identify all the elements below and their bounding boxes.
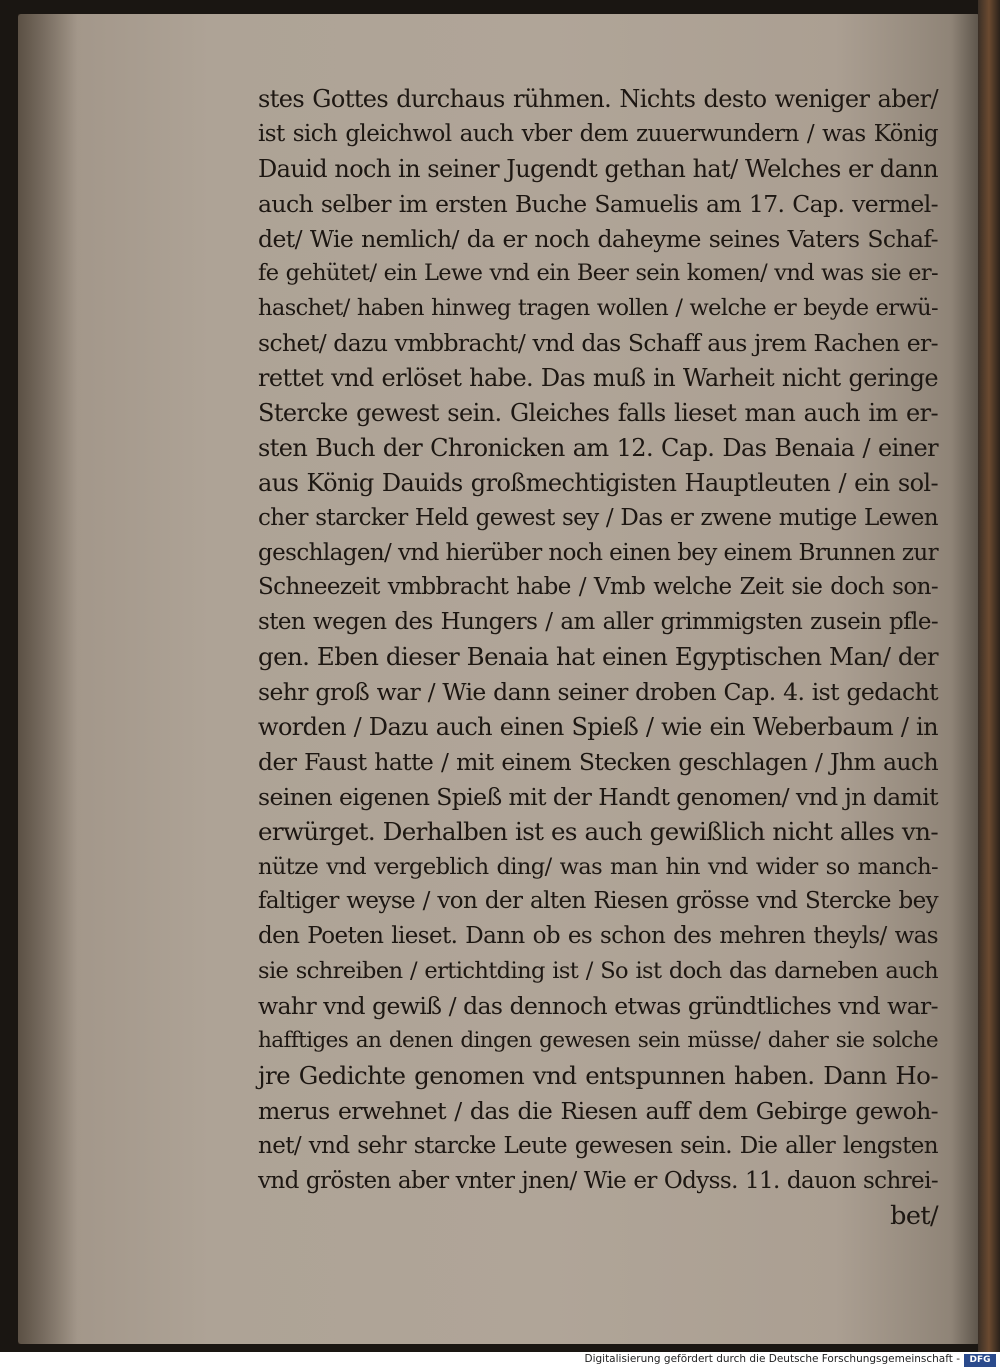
text-line: hafftiges an denen dingen gewesen sein müsse/ daher sie solche bbox=[258, 1028, 938, 1054]
text-line: auch selber im ersten Buche Samuelis am 17. Cap. vermel- bbox=[258, 189, 938, 218]
text-line: worden / Dazu auch einen Spieß / wie ein Weberbaum / in bbox=[258, 713, 938, 742]
text-line: gen. Eben dieser Benaia hat einen Egyptischen Man/ der bbox=[258, 642, 938, 672]
text-line: net/ vnd sehr starcke Leute gewesen sein. Die aller lengsten bbox=[258, 1132, 938, 1159]
text-line: erwürget. Derhalben ist es auch gewißlich nicht alles vn- bbox=[258, 816, 938, 846]
text-line: jre Gedichte genomen vnd entspunnen haben. Dann Ho- bbox=[258, 1060, 938, 1090]
text-line: Dauid noch in seiner Jugendt gethan hat/ Welches er dann bbox=[258, 154, 938, 183]
text-line: ist sich gleichwol auch vber dem zuuerwundern / was König bbox=[258, 120, 938, 147]
text-line: geschlagen/ vnd hierüber noch einen bey einem Brunnen zur bbox=[258, 539, 938, 566]
dfg-logo: DFG bbox=[964, 1354, 996, 1367]
text-line: sie schreiben / ertichtding ist / So ist doch das darneben auch bbox=[258, 958, 938, 985]
body-text bbox=[258, 82, 938, 1233]
funding-credit: Digitalisierung gefördert durch die Deutsche Forschungsgemeinschaft - bbox=[584, 1353, 960, 1365]
text-line: fe gehütet/ ein Lewe vnd ein Beer sein komen/ vnd was sie er- bbox=[258, 260, 938, 287]
text-line: aus König Dauids großmechtigisten Hauptleuten / ein sol- bbox=[258, 468, 938, 497]
text-line: vnd grösten aber vnter jnen/ Wie er Odyss. 11. dauon schrei- bbox=[258, 1167, 938, 1194]
text-line: Stercke gewest sein. Gleiches falls lieset man auch im er- bbox=[258, 399, 938, 428]
text-line: det/ Wie nemlich/ da er noch daheyme seines Vaters Schaf- bbox=[258, 224, 938, 253]
text-line: faltiger weyse / von der alten Riesen grösse vnd Stercke bey bbox=[258, 888, 938, 915]
text-line: sten Buch der Chronicken am 12. Cap. Das Benaia / einer bbox=[258, 433, 938, 462]
text-line: wahr vnd gewiß / das dennoch etwas gründtliches vnd war- bbox=[258, 992, 938, 1021]
text-line: seinen eigenen Spieß mit der Handt genomen/ vnd jn damit bbox=[258, 782, 938, 811]
catchword: bet/ bbox=[890, 1200, 938, 1231]
text-line: den Poeten lieset. Dann ob es schon des mehren theyls/ was bbox=[258, 923, 938, 950]
text-line: nütze vnd vergeblich ding/ was man hin vnd wider so manch- bbox=[258, 853, 938, 880]
text-line: der Faust hatte / mit einem Stecken geschlagen / Jhm auch bbox=[258, 747, 938, 776]
text-line: rettet vnd erlöset habe. Das muß in Warheit nicht geringe bbox=[258, 364, 938, 393]
text-line: Schneezeit vmbbracht habe / Vmb welche Zeit sie doch son- bbox=[258, 574, 938, 601]
text-line: merus erwehnet / das die Riesen auff dem Gebirge gewoh- bbox=[258, 1096, 938, 1125]
text-line: haschet/ haben hinweg tragen wollen / welche er beyde erwü- bbox=[258, 295, 938, 322]
book-edge bbox=[978, 0, 1000, 1352]
footer-bar bbox=[0, 1352, 1000, 1369]
text-line: sehr groß war / Wie dann seiner droben Cap. 4. ist gedacht bbox=[258, 678, 938, 707]
text-line: sten wegen des Hungers / am aller grimmigsten zusein pfle- bbox=[258, 609, 938, 636]
page-gutter-shadow bbox=[18, 14, 78, 1344]
text-line: cher starcker Held gewest sey / Das er zwene mutige Lewen bbox=[258, 504, 938, 531]
text-line: schet/ dazu vmbbracht/ vnd das Schaff aus jrem Rachen er- bbox=[258, 329, 938, 358]
text-line: stes Gottes durchaus rühmen. Nichts desto weniger aber/ bbox=[258, 85, 938, 113]
